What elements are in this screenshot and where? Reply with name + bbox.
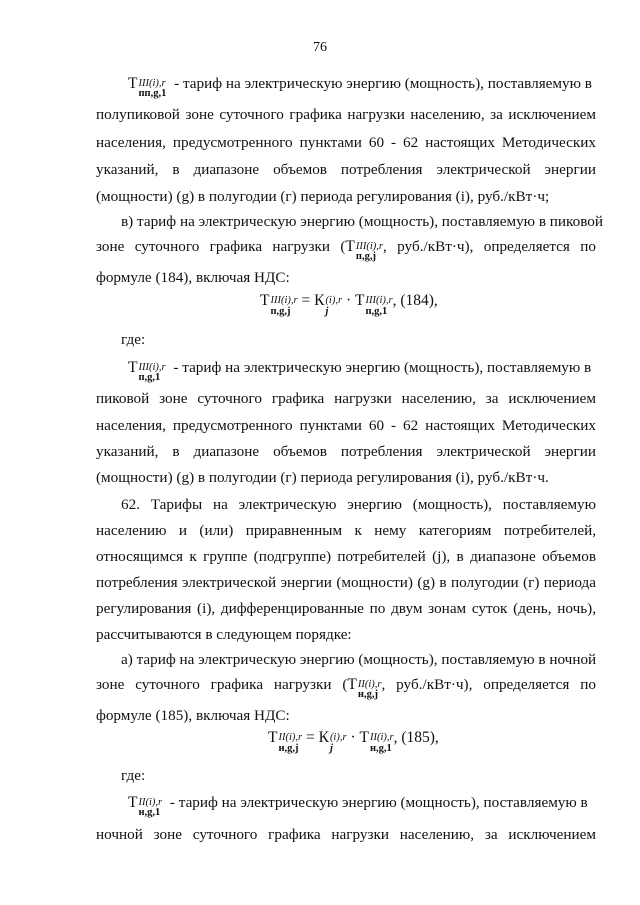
text-run: , руб./кВт·ч), определяется по — [381, 676, 596, 693]
text-line: формуле (185), включая НДС: — [96, 707, 290, 724]
text-line-with-symbol — [96, 239, 596, 263]
symbol-t: Т — [347, 676, 357, 693]
tariff-symbol-n-j — [347, 677, 381, 701]
subscript: н,g,1 — [138, 807, 161, 819]
text-run: - тариф на электрическую энергию (мощность), поставляемую в — [173, 359, 592, 376]
text-run: - тариф на электрическую энергию (мощность), поставляемую в — [174, 75, 592, 92]
subscript: н,g,j — [278, 742, 299, 754]
symbol-t: Т — [128, 794, 138, 811]
subscript: н,g,j — [357, 689, 378, 701]
definition-line-pp — [128, 76, 596, 100]
text-line: (мощности) (g) в полугодии (г) периода регулирования (i), руб./кВт·ч; — [96, 188, 550, 205]
text-line: указаний, в диапазоне объемов потребления электрической энергии — [96, 443, 596, 460]
text-run: , руб./кВт·ч), определяется по — [383, 238, 596, 255]
superscript: II(i),r — [369, 732, 394, 744]
subscript: п,g,j — [355, 251, 376, 263]
text-line: формуле (184), включая НДС: — [96, 269, 290, 286]
page-number: 76 — [313, 40, 327, 55]
superscript: II(i),r — [357, 678, 382, 690]
subscript: пп,g,1 — [138, 88, 167, 100]
text-line: населения, предусмотренного пунктами 60 - 62 настоящих Методических — [96, 134, 596, 151]
superscript: (i),r — [325, 295, 343, 307]
text-line: потребления электрической энергии (мощности) (g) в полугодии (г) периода — [96, 574, 596, 591]
text-line: населению и (или) приравненным к нему категориям потребителей, — [96, 522, 596, 539]
equals-sign: = — [301, 292, 311, 309]
text-line: населения, предусмотренного пунктами 60 - 62 настоящих Методических — [96, 417, 596, 434]
text-line: относящимся к группе (подгруппе) потребителей (j), в диапазоне объемов — [96, 548, 596, 565]
symbol-t: Т — [128, 359, 138, 376]
formula-184 — [260, 292, 438, 317]
formula-185 — [268, 729, 439, 754]
equals-sign: = — [305, 729, 315, 746]
symbol-t: Т — [268, 729, 278, 746]
text-line: пиковой зоне суточного графика нагрузки населению, за исключением — [96, 390, 596, 407]
symbol-t: Т — [354, 292, 365, 309]
paragraph-v-start: в) тариф на электрическую энергию (мощность), поставляемую в пиковой — [121, 213, 604, 230]
subscript: п,g,j — [270, 305, 291, 317]
definition-line-p — [128, 360, 596, 384]
where-label: где: — [121, 767, 146, 784]
multiply-dot: · — [345, 292, 352, 309]
subscript: j — [329, 742, 333, 754]
tariff-symbol-n — [128, 795, 162, 819]
symbol-t: Т — [345, 238, 355, 255]
text-line: ночной зоне суточного графика нагрузки населению, за исключением — [96, 826, 596, 843]
text-line: регулирования (i), дифференцированные по двум зонам суток (день, ночь), — [96, 600, 596, 617]
superscript: III(i),r — [355, 240, 384, 252]
superscript: III(i),r — [365, 295, 393, 307]
superscript: II(i),r — [278, 732, 303, 744]
tariff-symbol-p-j — [345, 239, 383, 263]
symbol-k: К — [314, 292, 325, 309]
superscript: II(i),r — [138, 796, 163, 808]
symbol-t: Т — [128, 75, 138, 92]
superscript: III(i),r — [138, 361, 166, 373]
where-label: где: — [121, 331, 146, 348]
text-run: зоне суточного графика нагрузки ( — [96, 676, 348, 693]
formula-number: , (185), — [393, 729, 439, 746]
superscript: (i),r — [329, 732, 347, 744]
multiply-dot: · — [350, 729, 356, 746]
text-line: (мощности) (g) в полугодии (г) периода регулирования (i), руб./кВт·ч. — [96, 469, 549, 486]
text-line: полупиковой зоне суточного графика нагрузки населению, за исключением — [96, 106, 596, 123]
subscript: п,g,1 — [365, 305, 388, 317]
tariff-symbol-p — [128, 360, 166, 384]
text-line: рассчитываются в следующем порядке: — [96, 626, 352, 643]
formula-number: , (184), — [392, 292, 438, 309]
subscript: j — [325, 305, 329, 317]
subscript: п,g,1 — [138, 372, 161, 384]
text-run: - тариф на электрическую энергию (мощность), поставляемую в — [169, 794, 588, 811]
text-line-with-symbol — [96, 677, 596, 701]
text-line: указаний, в диапазоне объемов потребления электрической энергии — [96, 161, 596, 178]
subscript: н,g,1 — [369, 742, 392, 754]
symbol-t: Т — [260, 292, 270, 309]
symbol-k: К — [318, 729, 329, 746]
definition-line-n — [128, 795, 596, 819]
paragraph-62-start: 62. Тарифы на электрическую энергию (мощность), поставляемую — [121, 496, 596, 513]
tariff-symbol-pp — [128, 76, 166, 100]
superscript: III(i),r — [138, 77, 166, 89]
symbol-t: Т — [359, 729, 369, 746]
paragraph-a-start: а) тариф на электрическую энергию (мощность), поставляемую в ночной — [121, 651, 597, 668]
text-run: зоне суточного графика нагрузки ( — [96, 238, 346, 255]
superscript: III(i),r — [270, 295, 298, 307]
